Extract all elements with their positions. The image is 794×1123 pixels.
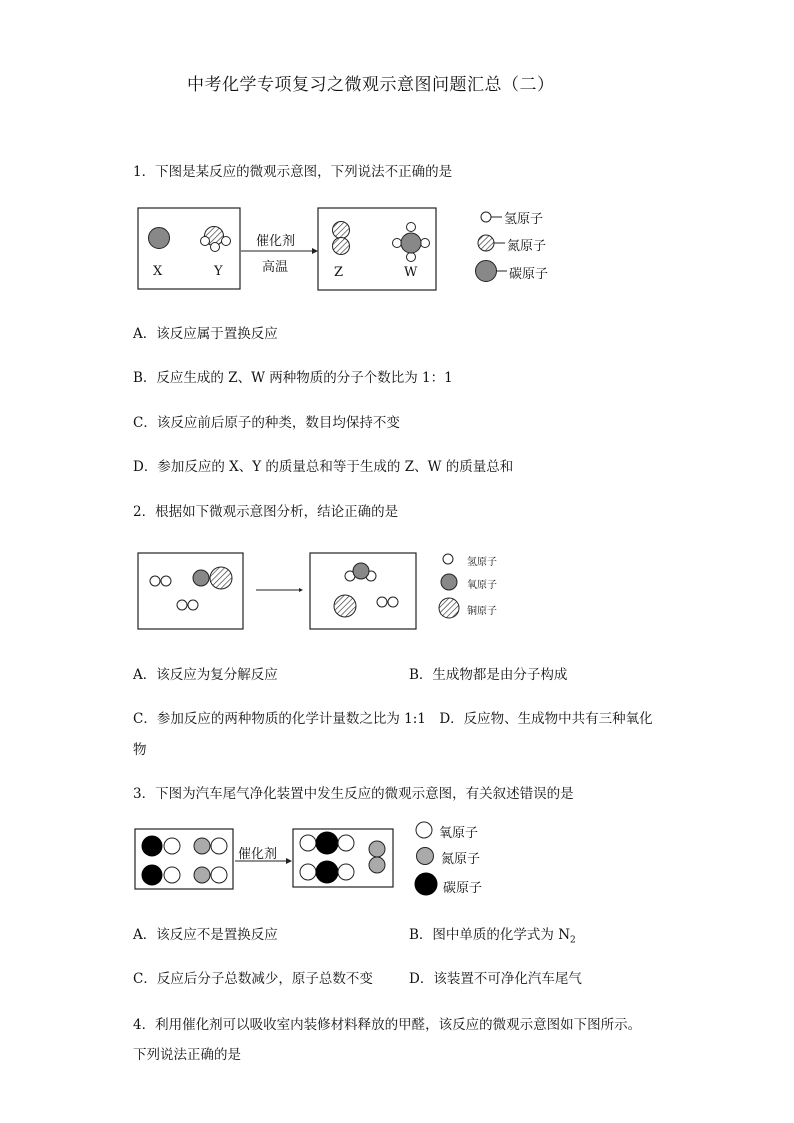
q3-option-b-subscript: 2 xyxy=(570,935,576,946)
q3-option-c: C．反应后分子总数减少，原子总数不变 xyxy=(133,971,373,987)
legend-carbon-icon xyxy=(415,873,437,895)
q3-option-b-text: B．图中单质的化学式为 N xyxy=(409,927,571,943)
nitrogen-atom xyxy=(194,867,210,883)
q2-option-cd-line1: C．参加反应的两种物质的化学计量数之比为 1:1 D．反应物、生成物中共有三种氧化 xyxy=(133,711,653,727)
nitrogen-atom xyxy=(194,838,210,854)
q2-legend-hydrogen: 氢原子 xyxy=(467,557,497,568)
q1-label-w: W xyxy=(404,265,418,280)
q2-option-cd-line2: 物 xyxy=(133,742,147,758)
q1-arrow-top-label: 催化剂 xyxy=(256,234,296,249)
oxygen-atom xyxy=(338,835,354,851)
q4-stem-line1: 4．利用催化剂可以吸收室内装修材料释放的甲醛，该反应的微观示意图如下图所示。 xyxy=(133,1017,642,1033)
q3-option-b xyxy=(409,923,576,946)
q1-arrow-bottom-label: 高温 xyxy=(262,260,289,275)
legend-oxygen-icon xyxy=(416,822,432,838)
carbon-atom xyxy=(142,865,162,885)
nitrogen-atom xyxy=(369,857,385,873)
q1-option-a: A．该反应属于置换反应 xyxy=(133,326,278,342)
q3-option-d: D．该装置不可净化汽车尾气 xyxy=(409,971,582,987)
q1-option-b: B．反应生成的 Z、W 两种物质的分子个数比为 1：1 xyxy=(133,370,453,386)
q3-legend-carbon: 碳原子 xyxy=(443,881,483,896)
oxygen-atom xyxy=(338,864,354,880)
q1-option-c: C．该反应前后原子的种类，数目均保持不变 xyxy=(133,415,400,431)
oxygen-atom xyxy=(164,867,180,883)
carbon-atom xyxy=(142,836,162,856)
q3-stem: 3．下图为汽车尾气净化装置中发生反应的微观示意图，有关叙述错误的是 xyxy=(133,786,574,802)
q1-label-y: Y xyxy=(214,264,223,279)
q3-arrow-top-label: 催化剂 xyxy=(238,847,278,862)
oxygen-atom xyxy=(211,867,227,883)
q1-label-x: X xyxy=(153,264,163,279)
q2-option-a: A．该反应为复分解反应 xyxy=(133,667,278,683)
q1-label-z: Z xyxy=(334,265,344,280)
q2-option-b: B．生成物都是由分子构成 xyxy=(409,667,568,683)
oxygen-atom xyxy=(164,838,180,854)
oxygen-atom xyxy=(211,838,227,854)
q4-stem-line2: 下列说法正确的是 xyxy=(133,1047,241,1063)
q2-legend-copper: 铜原子 xyxy=(467,606,497,617)
carbon-atom xyxy=(316,861,338,883)
oxygen-atom xyxy=(300,864,316,880)
q1-legend-carbon: 碳原子 xyxy=(509,267,549,282)
q1-legend-hydrogen: 氢原子 xyxy=(504,212,544,227)
q3-option-a: A．该反应不是置换反应 xyxy=(133,927,278,943)
legend-nitrogen-icon xyxy=(417,848,434,865)
carbon-atom xyxy=(316,832,338,854)
q1-stem: 1．下图是某反应的微观示意图，下列说法不正确的是 xyxy=(133,164,453,180)
nitrogen-atom xyxy=(369,841,385,857)
q1-option-d: D．参加反应的 X、Y 的质量总和等于生成的 Z、W 的质量总和 xyxy=(133,459,514,475)
q1-legend-nitrogen: 氮原子 xyxy=(507,239,547,254)
page-title: 中考化学专项复习之微观示意图问题汇总（二） xyxy=(187,75,555,95)
q3-legend-nitrogen: 氮原子 xyxy=(441,852,481,867)
q3-legend-oxygen: 氧原子 xyxy=(439,826,479,841)
q2-legend-oxygen: 氧原子 xyxy=(467,580,497,591)
oxygen-atom xyxy=(300,835,316,851)
q2-stem: 2．根据如下微观示意图分析，结论正确的是 xyxy=(133,504,399,520)
